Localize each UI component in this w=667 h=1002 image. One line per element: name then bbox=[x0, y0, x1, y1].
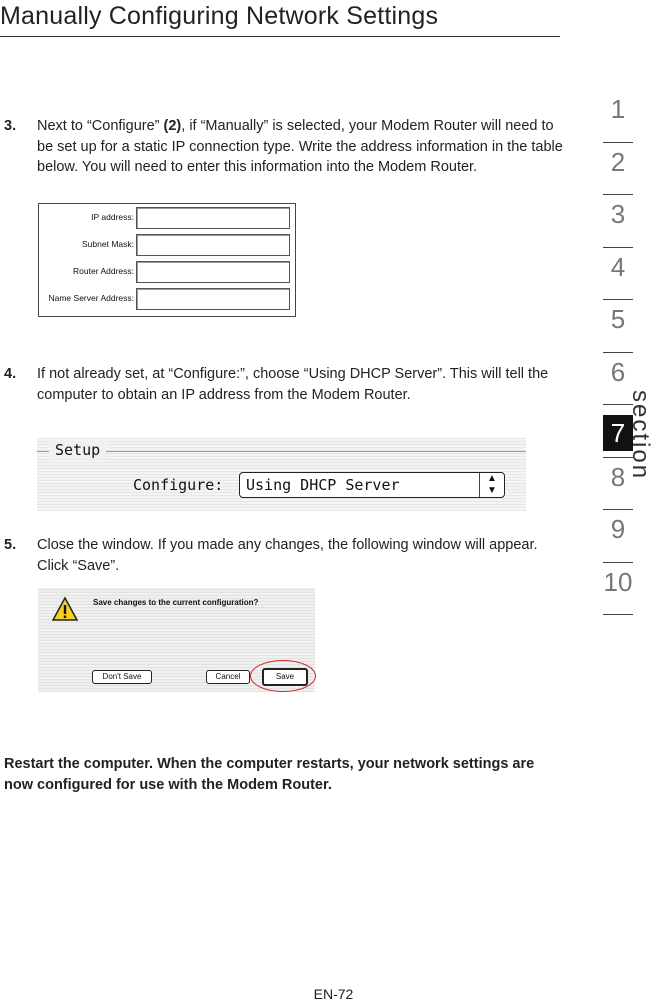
step-5 bbox=[4, 535, 569, 577]
save-button[interactable]: Save bbox=[262, 668, 308, 686]
step-number: 4. bbox=[4, 366, 17, 382]
section-number: 10 bbox=[603, 566, 633, 597]
step-text bbox=[37, 116, 565, 178]
step-text: If not already set, at “Configure:”, choose “Using DHCP Server”. This will tell the computer to obtain an IP address from the Modem Router. bbox=[37, 366, 549, 403]
configure-select[interactable] bbox=[239, 472, 505, 498]
section-number: 5 bbox=[610, 304, 626, 334]
configure-value: Using DHCP Server bbox=[246, 476, 400, 494]
step-number: 3. bbox=[4, 118, 17, 134]
section-2[interactable] bbox=[603, 143, 633, 196]
ip-address-field[interactable] bbox=[136, 207, 290, 229]
ip-address-row bbox=[39, 207, 295, 229]
dont-save-button[interactable]: Don't Save bbox=[92, 670, 152, 684]
setup-divider bbox=[37, 451, 526, 452]
section-10[interactable] bbox=[603, 563, 633, 616]
page-number: EN-72 bbox=[313, 986, 354, 1002]
closing-note: Restart the computer. When the computer restarts, your network settings are now configured for use with the Modem Router. bbox=[4, 756, 535, 793]
section-number: 8 bbox=[610, 461, 626, 492]
page-title: Manually Configuring Network Settings bbox=[0, 2, 439, 30]
name-server-label: Name Server Address: bbox=[48, 293, 134, 303]
step-number: 5. bbox=[4, 537, 17, 553]
router-address-field[interactable] bbox=[136, 261, 290, 283]
section-9[interactable] bbox=[603, 510, 633, 563]
step-4 bbox=[4, 364, 569, 426]
step-text-end: , if “Manually” is selected, your Modem Router will need to be set up for a static IP connection type. Write the address information in the table below. You will need to enter this information into the Modem Router. bbox=[37, 118, 563, 175]
section-rule bbox=[603, 614, 633, 615]
address-form bbox=[38, 203, 296, 317]
up-down-arrows-icon: ▲ ▼ bbox=[479, 473, 504, 497]
section-number: 7 bbox=[603, 415, 633, 451]
subnet-mask-field[interactable] bbox=[136, 234, 290, 256]
setup-legend: Setup bbox=[49, 441, 106, 459]
section-4[interactable] bbox=[603, 248, 633, 301]
name-server-row bbox=[39, 288, 295, 310]
section-number: 3 bbox=[610, 199, 626, 229]
name-server-field[interactable] bbox=[136, 288, 290, 310]
section-1[interactable] bbox=[603, 90, 633, 143]
section-number: 4 bbox=[610, 251, 626, 282]
section-number: 6 bbox=[610, 356, 626, 387]
save-highlight-circle bbox=[250, 660, 316, 692]
subnet-mask-label: Subnet Mask: bbox=[82, 239, 134, 249]
section-5[interactable] bbox=[603, 300, 633, 353]
subnet-mask-row bbox=[39, 234, 295, 256]
section-number: 1 bbox=[610, 94, 626, 124]
section-number: 2 bbox=[610, 146, 626, 177]
setup-panel bbox=[37, 438, 526, 511]
cancel-button[interactable]: Cancel bbox=[206, 670, 250, 684]
configure-label: Configure: bbox=[133, 476, 224, 494]
step-text-start: Next to “Configure” bbox=[37, 118, 164, 134]
ip-address-label: IP address: bbox=[91, 212, 134, 222]
section-number: 9 bbox=[610, 514, 626, 544]
router-address-label: Router Address: bbox=[73, 266, 134, 276]
step-3 bbox=[4, 116, 569, 200]
router-address-row bbox=[39, 261, 295, 283]
warning-icon bbox=[52, 596, 78, 622]
section-label: section bbox=[627, 390, 654, 481]
title-divider bbox=[0, 36, 560, 37]
section-3[interactable] bbox=[603, 195, 633, 248]
step-text: Close the window. If you made any changes, the following window will appear. Click “Save”. bbox=[37, 537, 538, 574]
step-reference: (2) bbox=[163, 118, 182, 134]
dialog-message: Save changes to the current configuration? bbox=[93, 598, 259, 607]
